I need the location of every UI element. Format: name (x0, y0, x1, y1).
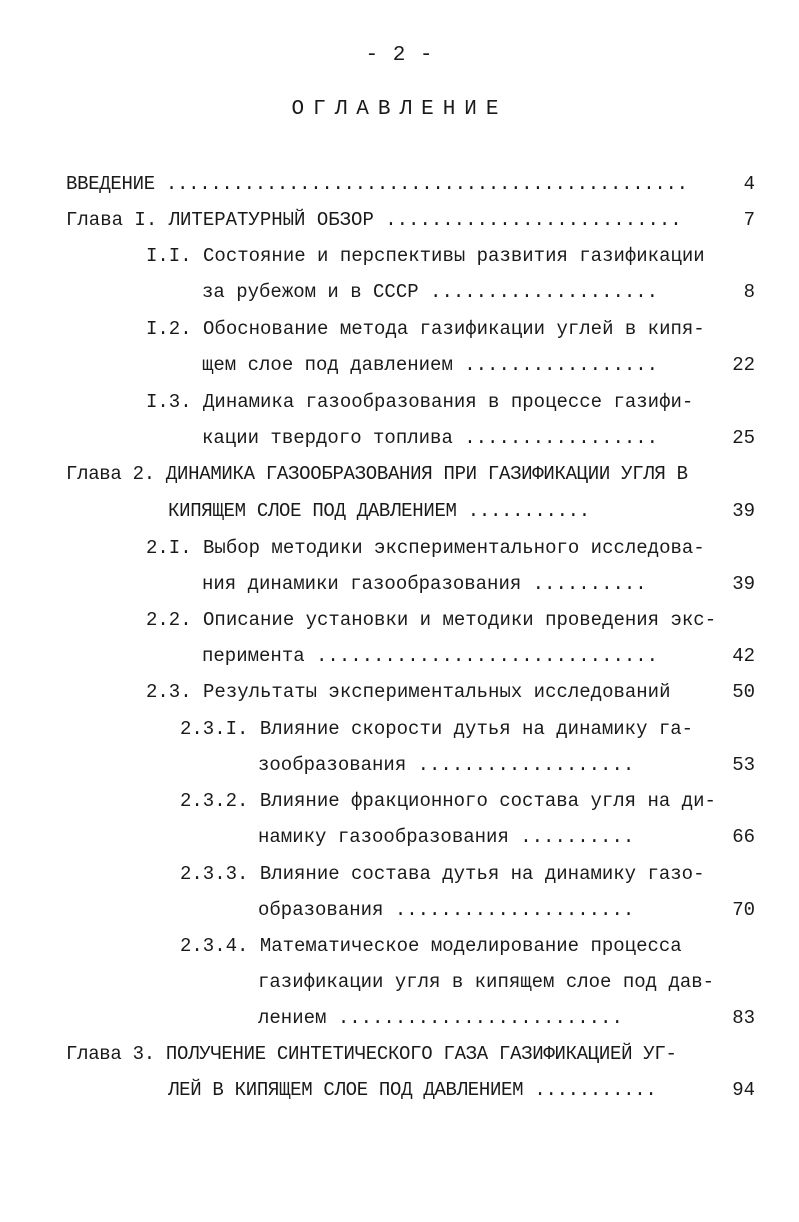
toc-page-2-2: 42 (732, 645, 755, 667)
toc-entry-2-3-2-cont: намику газообразования .......... (258, 826, 635, 848)
toc-page-2-3: 50 (732, 681, 755, 703)
toc-entry-intro: ВВЕДЕНИЕ ............................................... (66, 173, 688, 195)
toc-page-2-3-2: 66 (732, 826, 755, 848)
toc-page-intro: 4 (743, 173, 755, 195)
toc-page-chapter-1: 7 (743, 209, 755, 231)
toc-page-1-2: 22 (732, 354, 755, 376)
toc-entry-chapter-3-cont: ЛЕЙ В КИПЯЩЕМ СЛОЕ ПОД ДАВЛЕНИЕМ ........... (168, 1079, 657, 1101)
toc-page-chapter-2: 39 (732, 500, 755, 522)
toc-page-1-1: 8 (743, 281, 755, 303)
toc-entry-chapter-2-cont: КИПЯЩЕМ СЛОЕ ПОД ДАВЛЕНИЕМ ........... (168, 500, 590, 522)
toc-entry-2-3-4-cont2: лением ......................... (258, 1007, 623, 1029)
toc-entry-1-2: I.2. Обоснование метода газификации углей в кипя- (146, 318, 705, 340)
toc-entry-2-3-2: 2.3.2. Влияние фракционного состава угля на ди- (180, 790, 716, 812)
toc-entry-2-3-4: 2.3.4. Математическое моделирование процесса (180, 935, 682, 957)
toc-entry-2-1-cont: ния динамики газообразования .......... (202, 573, 647, 595)
toc-entry-2-3-3: 2.3.3. Влияние состава дутья на динамику газо- (180, 863, 705, 885)
toc-entry-2-3: 2.3. Результаты экспериментальных исследований (146, 681, 671, 703)
toc-entry-2-3-3-cont: образования ..................... (258, 899, 635, 921)
toc-page-2-1: 39 (732, 573, 755, 595)
toc-entry-1-1: I.I. Состояние и перспективы развития газификации (146, 245, 705, 267)
toc-page-2-3-3: 70 (732, 899, 755, 921)
toc-entry-2-3-1-cont: зообразования ................... (258, 754, 635, 776)
toc-entry-2-2-cont: перимента .............................. (202, 645, 659, 667)
toc-entry-chapter-3: Глава 3. ПОЛУЧЕНИЕ СИНТЕТИЧЕСКОГО ГАЗА ГАЗИФИКАЦИЕЙ УГ- (66, 1043, 677, 1065)
toc-entry-2-3-4-cont: газификации угля в кипящем слое под дав- (258, 971, 715, 993)
toc-page-chapter-3: 94 (732, 1079, 755, 1101)
toc-page-2-3-4: 83 (732, 1007, 755, 1029)
toc-entry-1-2-cont: щем слое под давлением ................. (202, 354, 659, 376)
toc-entry-2-2: 2.2. Описание установки и методики проведения экс- (146, 609, 717, 631)
toc-entry-2-3-1: 2.3.I. Влияние скорости дутья на динамику га- (180, 718, 694, 740)
toc-page-1-3: 25 (732, 427, 755, 449)
toc-entry-chapter-2: Глава 2. ДИНАМИКА ГАЗООБРАЗОВАНИЯ ПРИ ГАЗИФИКАЦИИ УГЛЯ В (66, 463, 688, 485)
page-title: ОГЛАВЛЕНИЕ (291, 98, 508, 121)
toc-entry-2-1: 2.I. Выбор методики экспериментального исследова- (146, 537, 705, 559)
toc-entry-1-3: I.3. Динамика газообразования в процессе газифи- (146, 391, 694, 413)
toc-page-2-3-1: 53 (732, 754, 755, 776)
toc-entry-1-1-cont: за рубежом и в СССР .................... (202, 281, 659, 303)
toc-entry-chapter-1: Глава I. ЛИТЕРАТУРНЫЙ ОБЗОР .......................... (66, 209, 682, 231)
page-number: - 2 - (365, 44, 434, 67)
toc-entry-1-3-cont: кации твердого топлива ................. (202, 427, 659, 449)
